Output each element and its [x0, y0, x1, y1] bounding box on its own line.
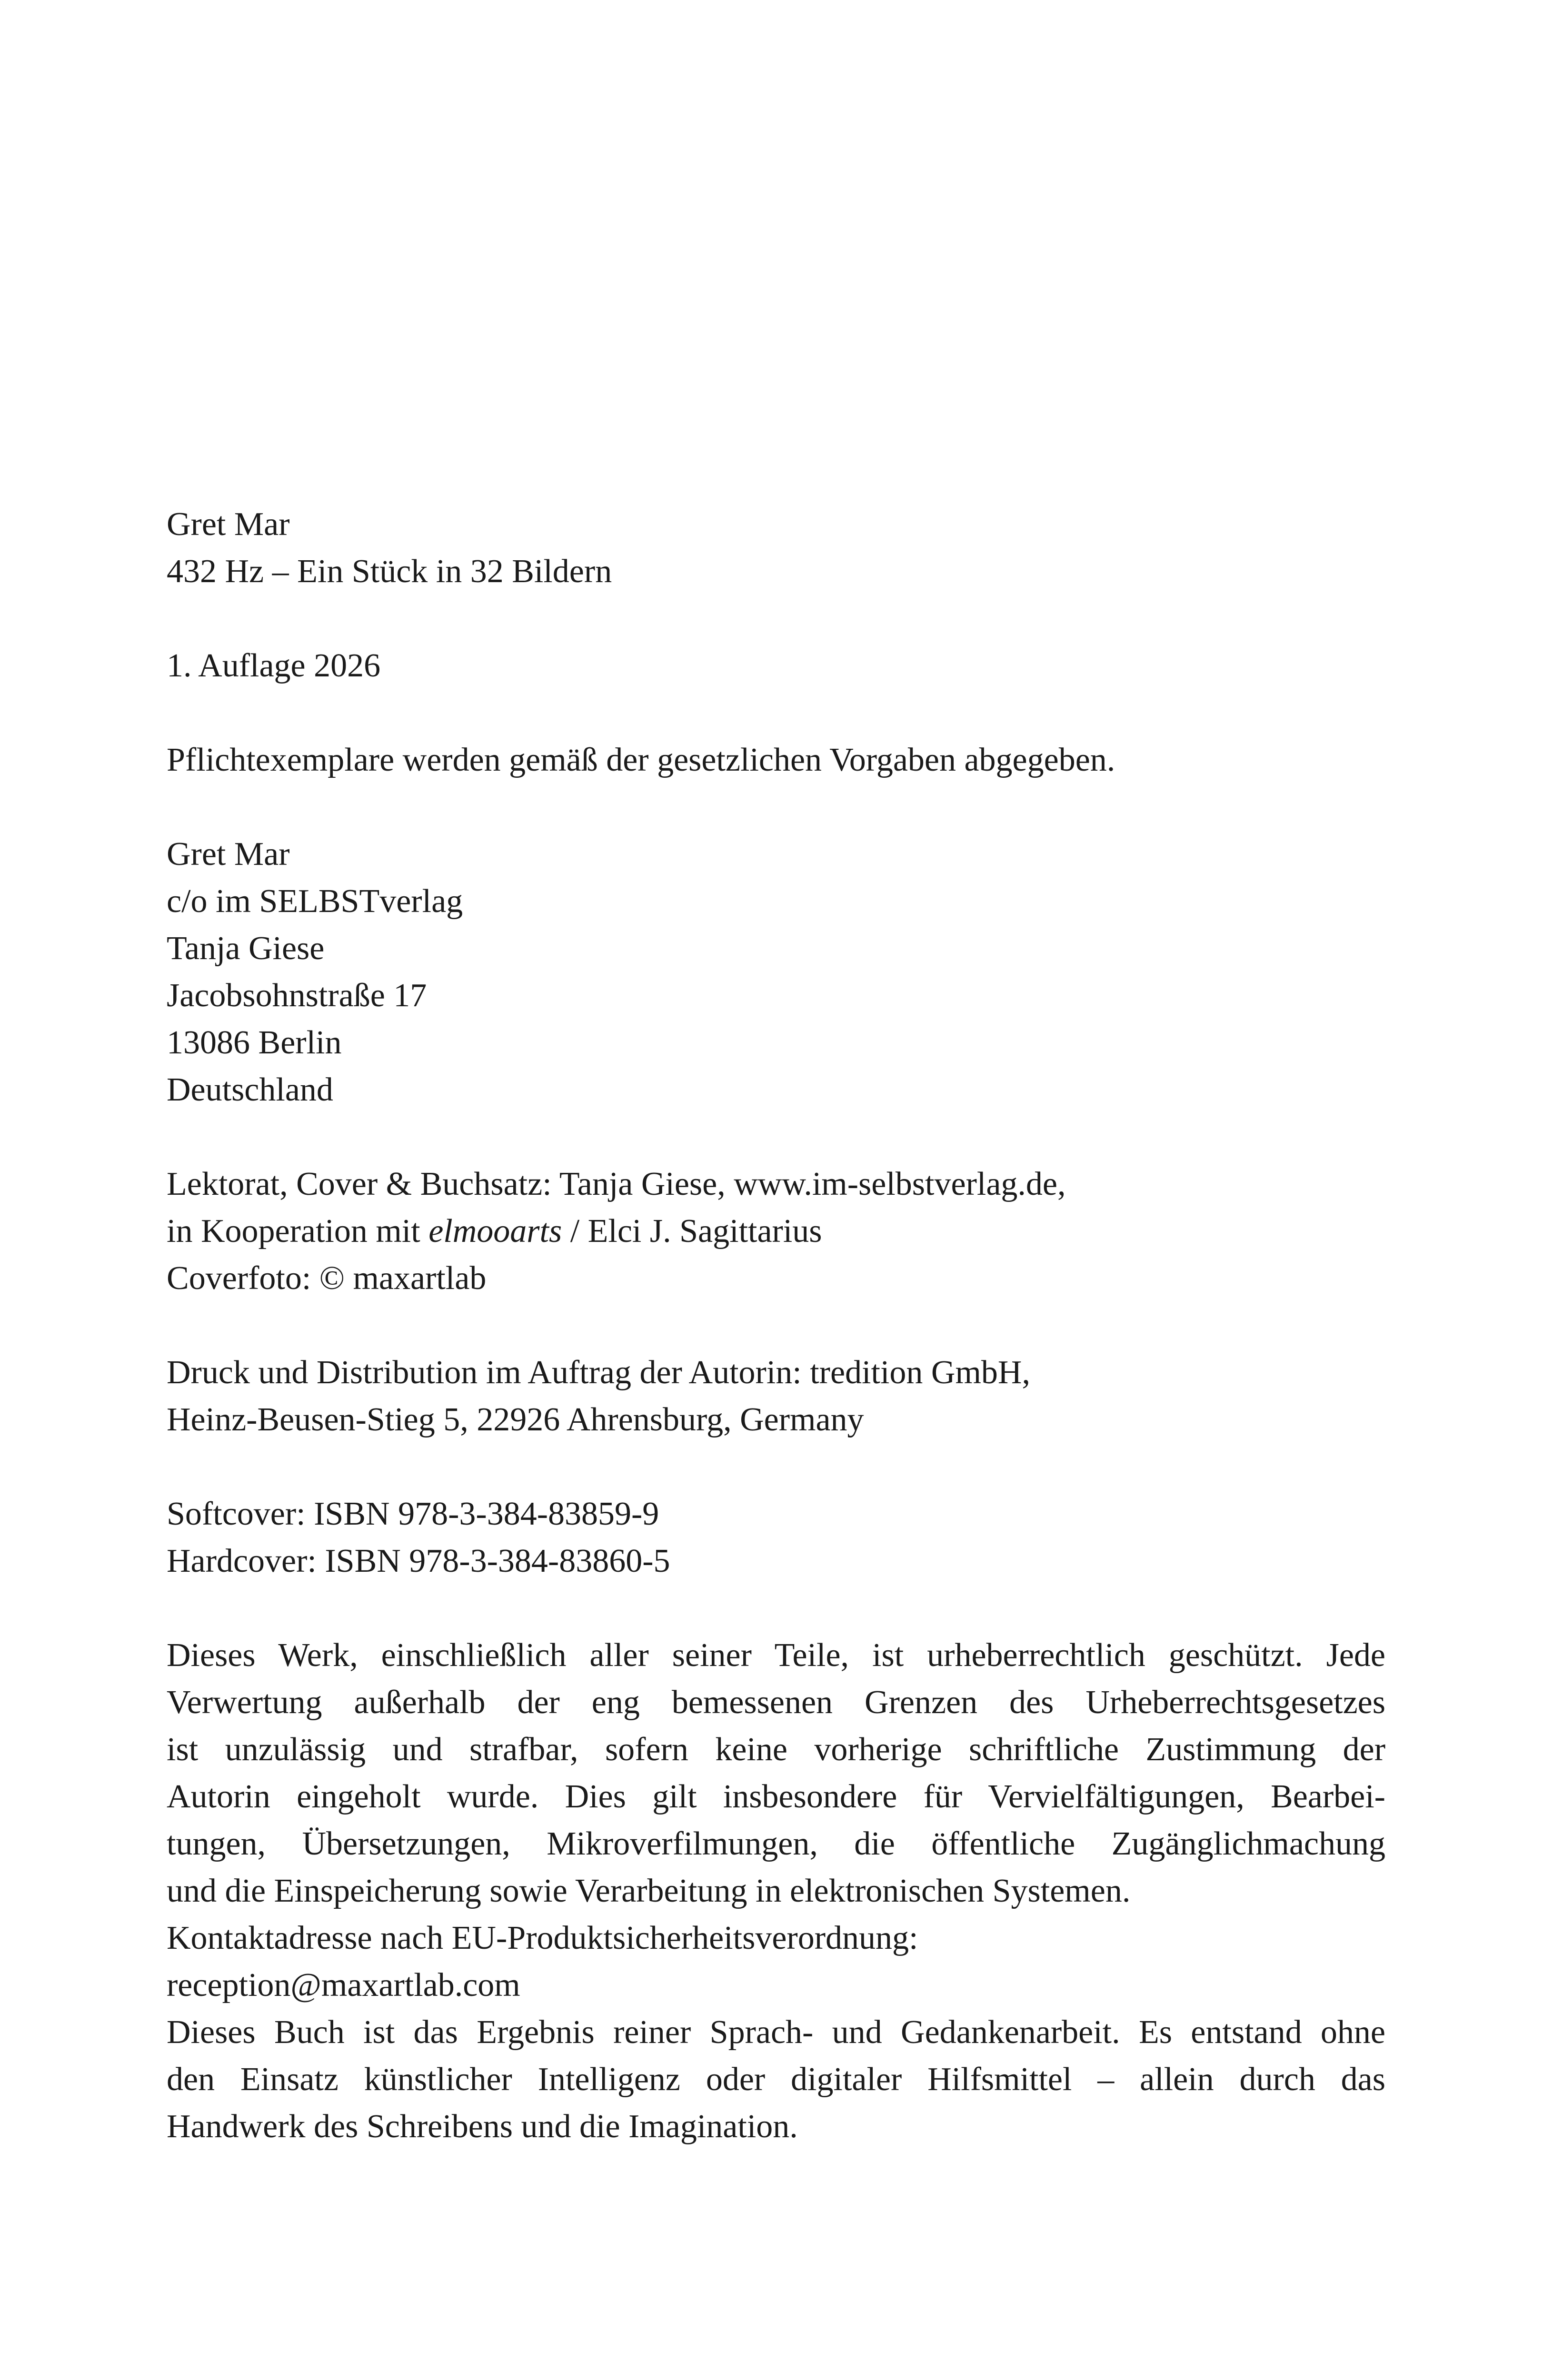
copyright-line-3: ist unzulässig und strafbar, sofern keine vorherige schriftliche Zustimmung der	[167, 1731, 1385, 1768]
spacer	[167, 1443, 1385, 1490]
contact-label: Kontaktadresse nach EU-Produktsicherheitsverordnung:	[167, 1920, 918, 1956]
copyright-line-6: und die Einspeicherung sowie Verarbeitung in elektronischen Systemen.	[167, 1873, 1131, 1909]
address-street: Jacobsohnstraße 17	[167, 977, 427, 1014]
copyright-line-4: Autorin eingeholt wurde. Dies gilt insbesondere für Vervielfältigungen, Bearbei-	[167, 1778, 1385, 1815]
spacer	[167, 689, 1385, 736]
spacer	[167, 1302, 1385, 1349]
cooperation-suffix: / Elci J. Sagittarius	[562, 1213, 822, 1250]
copyright-line-1: Dieses Werk, einschließlich aller seiner Teile, ist urheberrechtlich geschützt. Jede	[167, 1637, 1385, 1674]
spacer	[167, 1585, 1385, 1632]
author-name: Gret Mar	[167, 506, 290, 543]
credits-line-cooperation	[167, 1208, 1385, 1255]
spacer	[167, 783, 1385, 831]
address-contact: Tanja Giese	[167, 930, 325, 967]
printing-line-1: Druck und Distribution im Auftrag der Autorin: tredition GmbH,	[167, 1354, 1030, 1391]
deposit-note: Pflichtexemplare werden gemäß der gesetzlichen Vorgaben abgegeben.	[167, 742, 1115, 778]
declaration-line-3: Handwerk des Schreibens und die Imagination.	[167, 2108, 798, 2145]
address-name: Gret Mar	[167, 836, 290, 873]
spacer	[167, 1113, 1385, 1160]
address-country: Deutschland	[167, 1071, 333, 1108]
copyright-line-5: tungen, Übersetzungen, Mikroverfilmungen, die öffentliche Zugänglichmachung	[167, 1825, 1385, 1862]
declaration-line-1: Dieses Buch ist das Ergebnis reiner Sprach- und Gedankenarbeit. Es entstand ohne	[167, 2014, 1385, 2051]
credits-line-editing: Lektorat, Cover & Buchsatz: Tanja Giese, www.im-selbstverlag.de,	[167, 1166, 1066, 1202]
declaration-line-2: den Einsatz künstlicher Intelligenz oder digitaler Hilfsmittel – allein durch das	[167, 2061, 1385, 2098]
copyright-line-2: Verwertung außerhalb der eng bemessenen Grenzen des Urheberrechtsgesetzes	[167, 1684, 1385, 1721]
imprint-text-block	[167, 501, 1385, 2150]
cooperation-prefix: in Kooperation mit	[167, 1213, 429, 1250]
address-city: 13086 Berlin	[167, 1024, 342, 1061]
contact-email: reception@maxartlab.com	[167, 1967, 520, 2003]
isbn-softcover: Softcover: ISBN 978-3-384-83859-9	[167, 1496, 659, 1532]
printing-line-2: Heinz-Beusen-Stieg 5, 22926 Ahrensburg, Germany	[167, 1401, 864, 1438]
credits-line-cover-photo: Coverfoto: © maxartlab	[167, 1260, 487, 1297]
edition-line: 1. Auflage 2026	[167, 647, 381, 684]
isbn-hardcover: Hardcover: ISBN 978-3-384-83860-5	[167, 1543, 670, 1579]
cooperation-brand: elmooarts	[428, 1213, 562, 1250]
book-title: 432 Hz – Ein Stück in 32 Bildern	[167, 553, 612, 590]
spacer	[167, 595, 1385, 642]
address-care-of: c/o im SELBSTverlag	[167, 883, 463, 920]
